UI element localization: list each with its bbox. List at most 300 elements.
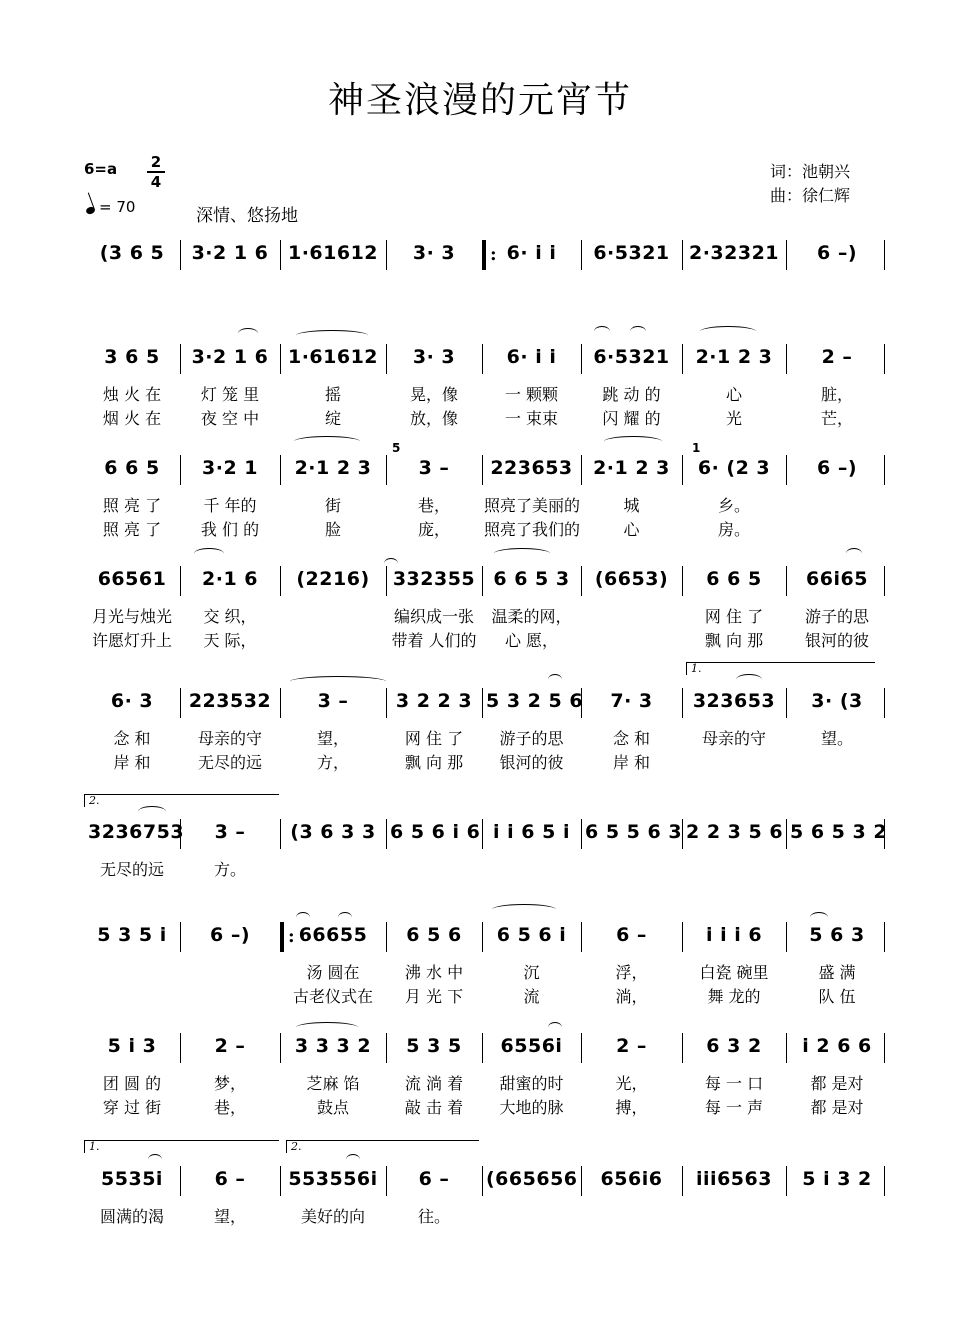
barline (884, 1166, 885, 1196)
barline (581, 240, 582, 270)
barline (180, 240, 181, 270)
lyric-segment: 念 和 (612, 729, 651, 748)
barline (786, 455, 787, 485)
barline (280, 688, 281, 718)
slur (296, 330, 368, 341)
lyric-segment: 圆满的渴 (99, 1207, 164, 1226)
barline (682, 1166, 683, 1196)
notes-row (84, 1162, 888, 1196)
barline (280, 240, 281, 270)
lyric-line-2 (84, 984, 888, 1006)
measure: 5 i 3 (107, 1035, 157, 1057)
lyric-segment: 巷， (417, 496, 450, 515)
lyric-segment (182, 960, 278, 982)
slur (346, 1154, 360, 1165)
measure: 5 3 5 i (97, 924, 167, 946)
lyric-segment: 银河的彼 (804, 631, 869, 650)
notes-row (84, 562, 888, 596)
notes-row (84, 918, 888, 952)
measure: 6 6 5 3 (493, 568, 570, 590)
lyric-segment: 烟 火 在 (102, 409, 162, 428)
lyric-segment: 大地的脉 (499, 1098, 564, 1117)
barline (682, 688, 683, 718)
lyric-segment: 望， (316, 729, 349, 748)
measure: 6·5321 (593, 242, 670, 264)
lyric-line-1 (84, 726, 888, 748)
slur (604, 436, 662, 447)
lyric-segment: 芝麻 馅 (306, 1074, 360, 1093)
lyric-line-1 (84, 1204, 888, 1226)
lyric-segment (684, 750, 784, 772)
lyric-segment: 母亲的守 (701, 729, 766, 748)
lyric-segment: 照 亮 了 (102, 496, 162, 515)
measure: i i i 6 (705, 924, 763, 946)
barline (180, 819, 181, 849)
lyric-segment (583, 628, 680, 650)
barline (386, 344, 387, 374)
barline (280, 922, 284, 952)
barline (180, 688, 181, 718)
slur (630, 326, 646, 337)
lyric-segment: 交 织， (203, 607, 257, 626)
lyric-segment: 穿 过 街 (102, 1098, 162, 1117)
lyric-segment: 流 (523, 987, 540, 1006)
lyric-segment: 一 颗颗 (504, 385, 559, 404)
lyric-segment: 盛 满 (818, 963, 856, 982)
lyric-segment: 天 际， (203, 631, 257, 650)
barline (682, 455, 683, 485)
measure: 3·2 1 (202, 457, 258, 479)
lyric-segment: 夜 空 中 (200, 409, 260, 428)
lyric-line-1 (84, 960, 888, 982)
notes-row (84, 1029, 888, 1063)
volta-bracket (84, 794, 279, 807)
barline (581, 1166, 582, 1196)
measure: 5 6 5 3 2 (790, 821, 888, 843)
barline (180, 922, 181, 952)
lyric-line-1 (84, 857, 888, 879)
lyric-segment: 梦， (213, 1074, 246, 1093)
barline (180, 344, 181, 374)
lyric-segment: 每 一 声 (704, 1098, 764, 1117)
lyric-segment: 每 一 口 (704, 1074, 764, 1093)
measure: 223532 (188, 690, 272, 712)
measure: 6 3 2 (706, 1035, 762, 1057)
measure: 6 5 6 i 6 (390, 821, 481, 843)
lyric-segment (788, 857, 886, 879)
barline (884, 455, 885, 485)
measure: 6 – (616, 924, 647, 946)
barline (581, 455, 582, 485)
measure: 3·2 1 6 (191, 242, 269, 264)
composer: 曲：徐仁辉 (770, 186, 851, 205)
measure: (3 6 5 (99, 242, 165, 264)
measure: 3236753 (88, 821, 185, 843)
slur (700, 326, 756, 337)
slur (548, 1022, 562, 1033)
system-5 (84, 684, 888, 784)
measure: 5535i (101, 1168, 163, 1190)
lyric-segment (484, 857, 579, 879)
lyric-segment: 舞 龙的 (707, 987, 761, 1006)
measure: 2 2 3 5 6 (686, 821, 784, 843)
notes-row (84, 684, 888, 718)
lyric-segment: 灯 笼 里 (200, 385, 260, 404)
measure: 2 – (616, 1035, 647, 1057)
measure: 5 3 2 5 6 (486, 690, 584, 712)
barline (482, 1166, 483, 1196)
lyric-segment (684, 1204, 784, 1226)
measure: iii6563 (696, 1168, 772, 1190)
measure: 3 – (317, 690, 349, 712)
lyric-segment: 淌， (615, 987, 648, 1006)
measure: 6 –) (209, 924, 251, 946)
lyric-segment: 无尽的远 (197, 753, 262, 772)
measure: 66561 (97, 568, 167, 590)
lyric-segment (583, 604, 680, 626)
lyric-segment (583, 857, 680, 879)
tempo-marking (86, 198, 135, 216)
lyric-line-2 (84, 517, 888, 539)
lyric-segment (388, 857, 480, 879)
measure: 2·32321 (688, 242, 780, 264)
lyric-segment: 带着 人们的 (391, 631, 477, 650)
barline (884, 922, 885, 952)
lyric-segment (788, 750, 886, 772)
barline (280, 455, 281, 485)
measure: 6 –) (816, 457, 858, 479)
measure: (3 6 3 3 (290, 821, 376, 843)
lyric-segment: 照亮了美丽的 (484, 496, 581, 515)
measure: 5 6 3 (809, 924, 865, 946)
barline (386, 455, 387, 485)
lyric-segment: 跳 动 的 (602, 385, 661, 404)
lyric-segment: 浮， (615, 963, 648, 982)
lyric-segment: 心 (623, 520, 640, 539)
measure: 6· i i (506, 346, 557, 368)
measure: 66i65 (806, 568, 868, 590)
measure: 2 – (214, 1035, 246, 1057)
measure: i 2 6 6 (802, 1035, 872, 1057)
lyric-segment: 烛 火 在 (102, 385, 162, 404)
time-signature-top: 2 (150, 153, 162, 171)
barline (482, 455, 483, 485)
barline (682, 1033, 683, 1063)
measure: 3· (3 (811, 690, 863, 712)
barline (482, 344, 483, 374)
volta-label: 2. (291, 1140, 302, 1153)
notes-row (84, 236, 888, 270)
barline (386, 1166, 387, 1196)
barline (581, 688, 582, 718)
barline (180, 1033, 181, 1063)
measure: 6 5 5 6 3 (585, 821, 683, 843)
slur (294, 436, 360, 447)
notes-row (84, 451, 888, 485)
barline (786, 1166, 787, 1196)
slur (736, 674, 762, 685)
lyric-segment: 网 住 了 (704, 607, 764, 626)
lyric-segment: 心 愿， (504, 631, 559, 650)
lyric-line-2 (84, 406, 888, 428)
lyric-segment (684, 857, 784, 879)
measure: 3 – (214, 821, 246, 843)
section-mark: 5 (392, 441, 401, 455)
lyric-segment: 光 (725, 409, 742, 428)
barline (482, 566, 483, 596)
lyric-segment: 岸 和 (612, 753, 651, 772)
barline (280, 566, 281, 596)
section-mark: 1 (692, 441, 701, 455)
measure: 6 5 6 (406, 924, 462, 946)
lyric-segment: 甜蜜的时 (499, 1074, 564, 1093)
slur (384, 558, 398, 569)
lyric-segment: 沉 (523, 963, 540, 982)
measure: 5 i 3 2 (802, 1168, 872, 1190)
lyric-segment: 闪 耀 的 (602, 409, 661, 428)
barline (482, 688, 483, 718)
lyric-segment: 游子的思 (804, 607, 869, 626)
slur (296, 912, 310, 923)
measure: 3 6 5 (104, 346, 160, 368)
measure: 332355 (392, 568, 476, 590)
barline (786, 1033, 787, 1063)
lyric-segment: 一 束束 (504, 409, 559, 428)
slur (494, 548, 550, 559)
measure: 3 – (418, 457, 450, 479)
system-4 (84, 562, 888, 662)
lyric-segment: 月 光 下 (404, 987, 464, 1006)
lyric-segment: 流 淌 着 (404, 1074, 464, 1093)
barline (482, 240, 486, 270)
lyric-segment: 巷， (213, 1098, 246, 1117)
time-signature (147, 154, 165, 190)
lyric-segment: 美好的向 (300, 1207, 365, 1226)
barline (482, 1033, 483, 1063)
measure: 223653 (490, 457, 573, 479)
measure: 6·5321 (593, 346, 670, 368)
lyric-segment: 望， (213, 1207, 246, 1226)
measure: 6 – (214, 1168, 246, 1190)
lyric-segment: 照亮了我们的 (484, 520, 581, 539)
credits (770, 160, 850, 208)
measure: (6653) (594, 568, 669, 590)
system-2 (84, 340, 888, 440)
lyric-segment: 放，像 (409, 409, 458, 428)
lyric-segment: 千 年的 (203, 496, 257, 515)
barline (682, 922, 683, 952)
lyric-segment: 庞， (417, 520, 450, 539)
slur (810, 912, 828, 923)
lyric-segment: 团 圆 的 (102, 1074, 162, 1093)
barline (884, 566, 885, 596)
system-7 (84, 918, 888, 1018)
key-signature: 6=a (84, 160, 118, 178)
slur (548, 674, 562, 685)
lyric-segment: 沸 水 中 (404, 963, 464, 982)
measure: 66655 (298, 924, 368, 946)
lyric-line-1 (84, 604, 888, 626)
measure: i i 6 5 i (493, 821, 570, 843)
system-1 (84, 236, 888, 336)
lyric-segment: 编织成一张 (393, 607, 474, 626)
lyric-segment: 脏， (820, 385, 853, 404)
slur (138, 806, 166, 817)
lyric-segment (484, 1204, 579, 1226)
lyric-segment: 古老仪式在 (292, 987, 373, 1006)
lyric-segment: 方。 (213, 860, 246, 879)
lyric-segment: 照 亮 了 (102, 520, 162, 539)
system-8 (84, 1029, 888, 1129)
measure: 3 3 3 2 (294, 1035, 372, 1057)
measure: 2·1 2 3 (593, 457, 670, 479)
measure: 3· 3 (412, 242, 456, 264)
measure: 3 2 2 3 (395, 690, 473, 712)
lyric-segment (788, 1204, 886, 1226)
barline (180, 1166, 181, 1196)
lyric-line-2 (84, 750, 888, 772)
barline (682, 344, 683, 374)
measure: 6 – (418, 1168, 450, 1190)
slur (238, 328, 258, 339)
barline (180, 566, 181, 596)
lyric-segment: 温柔的网， (491, 607, 572, 626)
measure: 6· 3 (110, 690, 154, 712)
barline (581, 344, 582, 374)
lyric-segment: 城 (623, 496, 640, 515)
slur (594, 326, 610, 337)
slur (290, 676, 386, 687)
lyric-segment (282, 628, 384, 650)
lyric-segment: 飘 向 那 (404, 753, 464, 772)
tempo-value: = 70 (99, 198, 136, 216)
lyric-segment: 念 和 (113, 729, 151, 748)
lyric-segment: 飘 向 那 (704, 631, 764, 650)
volta-label: 1. (691, 662, 702, 675)
barline (581, 1033, 582, 1063)
barline (786, 240, 787, 270)
barline (482, 922, 483, 952)
lyric-segment: 都 是对 (810, 1074, 864, 1093)
barline (581, 922, 582, 952)
volta-bracket (286, 1140, 479, 1153)
lyric-segment: 银河的彼 (499, 753, 564, 772)
measure: 656i6 (600, 1168, 663, 1190)
lyric-segment: 岸 和 (113, 753, 151, 772)
barline (581, 566, 582, 596)
lyric-segment: 脸 (324, 520, 341, 539)
measure: 6556i (500, 1035, 563, 1057)
barline (386, 1033, 387, 1063)
lyric-segment (583, 1204, 680, 1226)
lyric-segment: 许愿灯升上 (91, 631, 172, 650)
lyric-segment: 街 (324, 496, 341, 515)
barline (482, 819, 483, 849)
measure: 6 6 5 (706, 568, 762, 590)
lyric-segment: 游子的思 (499, 729, 564, 748)
measure: 2·1 2 3 (695, 346, 773, 368)
lyric-segment: 无尽的远 (99, 860, 164, 879)
expression-marking: 深情、悠扬地 (196, 206, 298, 226)
barline (386, 688, 387, 718)
lyric-segment: 往。 (417, 1207, 450, 1226)
time-signature-bottom: 4 (150, 173, 162, 191)
lyricist: 词：池朝兴 (770, 162, 851, 181)
measure: 2·1 6 (202, 568, 258, 590)
lyric-line-2 (84, 1095, 888, 1117)
lyric-line-2 (84, 628, 888, 650)
lyric-segment: 汤 圆在 (306, 963, 360, 982)
lyric-segment: 绽 (324, 409, 341, 428)
lyric-segment: 乡。 (717, 496, 750, 515)
measure: (2216) (296, 568, 370, 590)
barline (884, 240, 885, 270)
barline (386, 819, 387, 849)
measure: 6· i i (506, 242, 557, 264)
barline (280, 819, 281, 849)
barline (386, 922, 387, 952)
measure: 3· 3 (412, 346, 456, 368)
lyric-segment (86, 960, 178, 982)
barline (786, 344, 787, 374)
lyric-segment (788, 517, 886, 539)
measure: 6 6 5 (104, 457, 160, 479)
measure: 553556i (288, 1168, 378, 1190)
slur (296, 1022, 358, 1033)
quarter-note-icon (85, 206, 96, 216)
lyric-segment: 队 伍 (818, 987, 856, 1006)
lyric-segment (788, 493, 886, 515)
lyric-segment: 芒， (820, 409, 853, 428)
barline (884, 1033, 885, 1063)
measure: 3·2 1 6 (191, 346, 269, 368)
lyric-segment: 晃，像 (409, 385, 458, 404)
lyric-segment: 月光与烛光 (91, 607, 172, 626)
measure: 323653 (692, 690, 776, 712)
slur (846, 548, 862, 559)
system-6 (84, 815, 888, 915)
lyric-segment (282, 857, 384, 879)
lyric-segment (182, 984, 278, 1006)
lyric-segment: 光， (615, 1074, 648, 1093)
barline (581, 819, 582, 849)
barline (786, 922, 787, 952)
barline (180, 455, 181, 485)
lyric-line-1 (84, 382, 888, 404)
measure: 2 – (821, 346, 853, 368)
slur (492, 904, 556, 915)
barline (280, 1166, 281, 1196)
volta-bracket (84, 1140, 279, 1153)
volta-label: 1. (89, 1140, 100, 1153)
lyric-segment: 我 们 的 (200, 520, 260, 539)
measure: 2·1 2 3 (294, 457, 372, 479)
lyric-segment: 搏， (615, 1098, 648, 1117)
lyric-segment: 方， (316, 753, 349, 772)
system-9 (84, 1162, 888, 1262)
slur (148, 1154, 162, 1165)
lyric-line-1 (84, 493, 888, 515)
lyric-segment: 敲 击 着 (404, 1098, 464, 1117)
measure: 6· (2 3 (697, 457, 771, 479)
measure: 1·61612 (287, 346, 379, 368)
measure: (665656 (486, 1168, 578, 1190)
barline (682, 819, 683, 849)
lyric-segment: 都 是对 (810, 1098, 864, 1117)
barline (386, 566, 387, 596)
lyric-segment: 白瓷 碗里 (699, 963, 769, 982)
barline (682, 566, 683, 596)
